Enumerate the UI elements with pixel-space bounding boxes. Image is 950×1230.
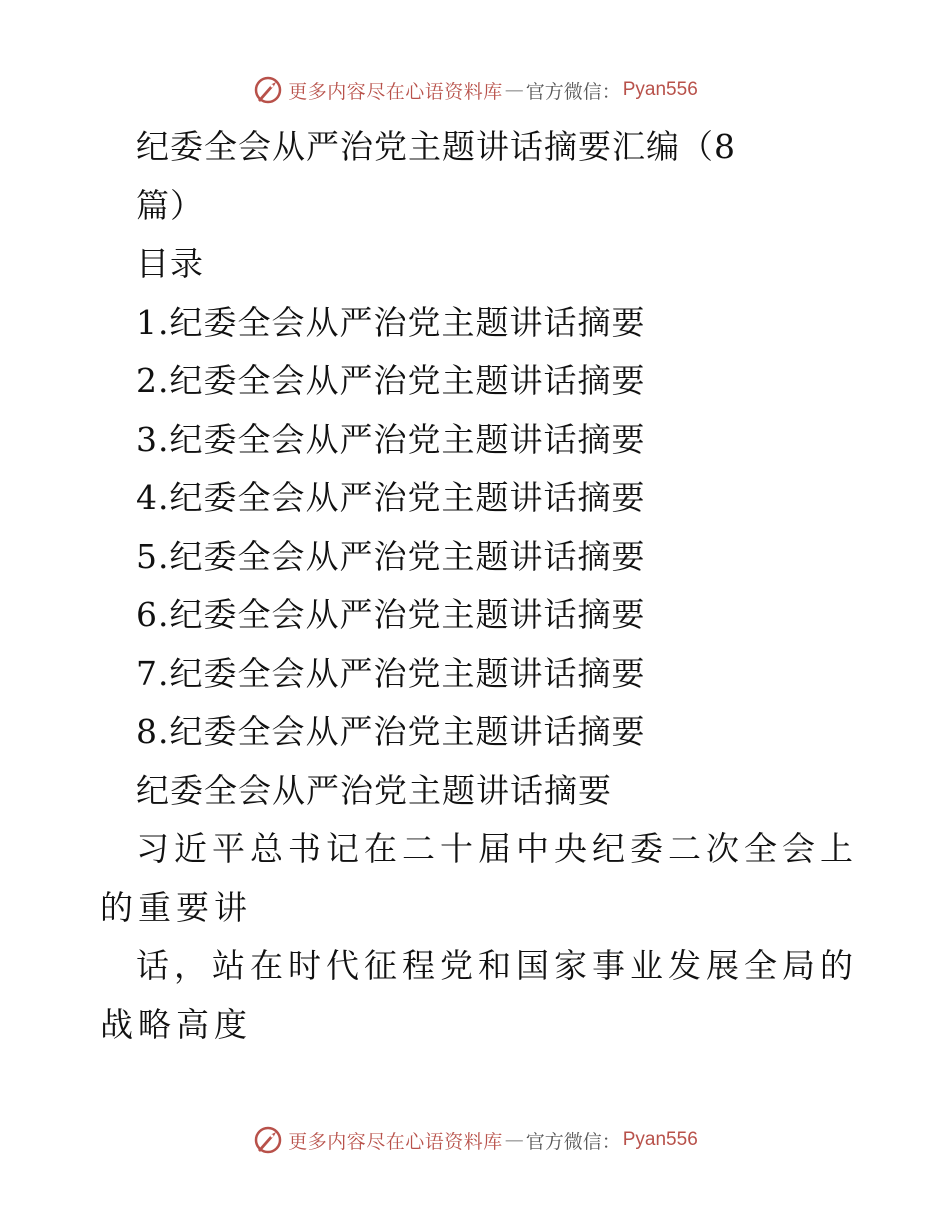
watermark-brand-text: 更多内容尽在心语资料库 [288, 1130, 503, 1153]
watermark-official-label: 官方微信： [525, 80, 621, 103]
header-watermark [0, 70, 950, 110]
body-paragraph: 话，站在时代征程党和国家事业发展全局的战略高度 [100, 946, 858, 1044]
toc-heading: 目录 [136, 244, 204, 283]
watermark-dash: — [504, 1129, 524, 1151]
watermark-wechat-id: Pyan556 [622, 1129, 698, 1150]
toc-item: 8.纪委全会从严治党主题讲话摘要 [136, 712, 646, 751]
document-title-line-1: 纪委全会从严治党主题讲话摘要汇编（8 [136, 127, 736, 166]
footer-watermark [0, 1120, 950, 1160]
watermark-dash: — [504, 79, 524, 101]
toc-item: 7.纪委全会从严治党主题讲话摘要 [136, 653, 646, 693]
pen-nib-logo-icon [252, 1124, 284, 1156]
section-heading: 纪委全会从严治党主题讲话摘要 [136, 770, 612, 810]
watermark-wechat-id: Pyan556 [622, 79, 698, 100]
document-body [100, 118, 860, 1054]
toc-item: 5.纪委全会从严治党主题讲话摘要 [136, 536, 646, 576]
toc-item: 2.纪委全会从严治党主题讲话摘要 [136, 361, 646, 400]
watermark-official-label: 官方微信： [525, 1130, 621, 1153]
pen-nib-logo-icon [252, 74, 284, 106]
toc-item: 4.纪委全会从严治党主题讲话摘要 [136, 478, 646, 517]
toc-item: 3.纪委全会从严治党主题讲话摘要 [136, 419, 646, 459]
toc-item: 1.纪委全会从严治党主题讲话摘要 [136, 302, 646, 342]
toc-item: 6.纪委全会从严治党主题讲话摘要 [136, 595, 646, 634]
document-title-line-2: 篇） [136, 185, 204, 225]
body-paragraph: 习近平总书记在二十届中央纪委二次全会上的重要讲 [100, 829, 858, 927]
watermark-brand-text: 更多内容尽在心语资料库 [288, 80, 503, 103]
